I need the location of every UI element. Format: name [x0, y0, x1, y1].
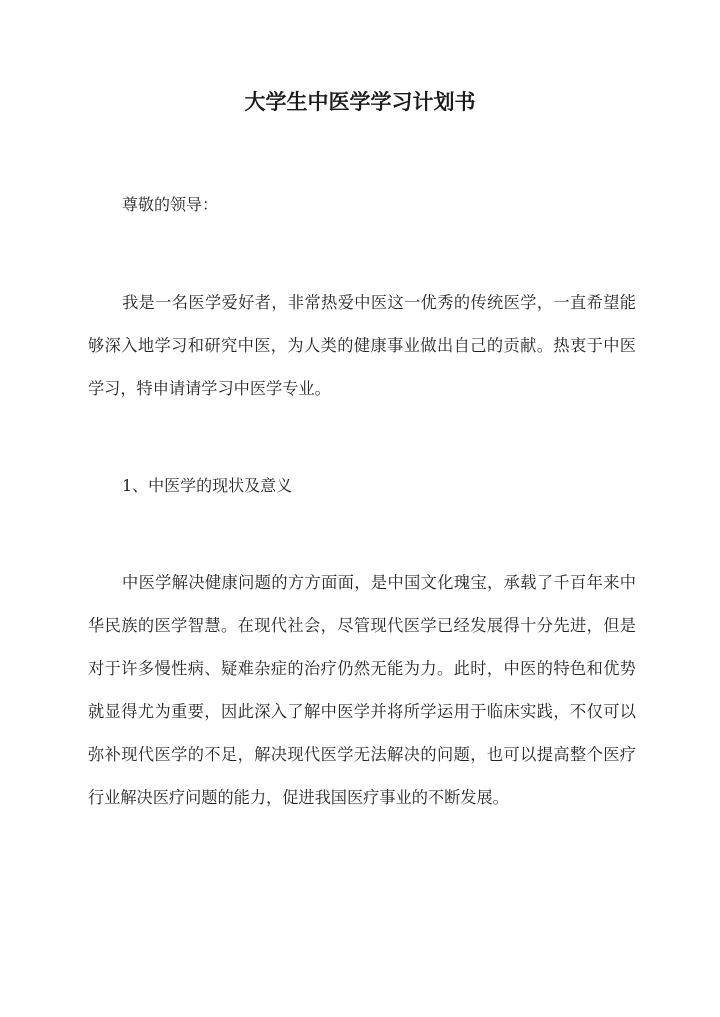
section-paragraph: 中医学解决健康问题的方方面面，是中国文化瑰宝，承载了千百年来中华民族的医学智慧。在现代社会，尽管现代医学已经发展得十分先进，但是对于许多慢性病、疑难杂症的治疗仍然无能为力。此时，中医的特色和优势就显得尤为重要，因此深入了解中医学并将所学运用于临床实践，不仅可以弥补现代医学的不足，解决现代医学无法解决的问题，也可以提高整个医疗行业解决医疗问题的能力，促进我国医疗事业的不断发展。 — [88, 573, 636, 807]
document-title: 大学生中医学学习计划书 — [244, 89, 476, 114]
section-heading: 1、中医学的现状及意义 — [122, 476, 293, 495]
intro-paragraph: 我是一名医学爱好者，非常热爱中医这一优秀的传统医学，一直希望能够深入地学习和研究中医，为人类的健康事业做出自己的贡献。热衷于中医学习，特申请请学习中医学专业。 — [88, 293, 636, 398]
salutation: 尊敬的领导： — [122, 195, 219, 214]
